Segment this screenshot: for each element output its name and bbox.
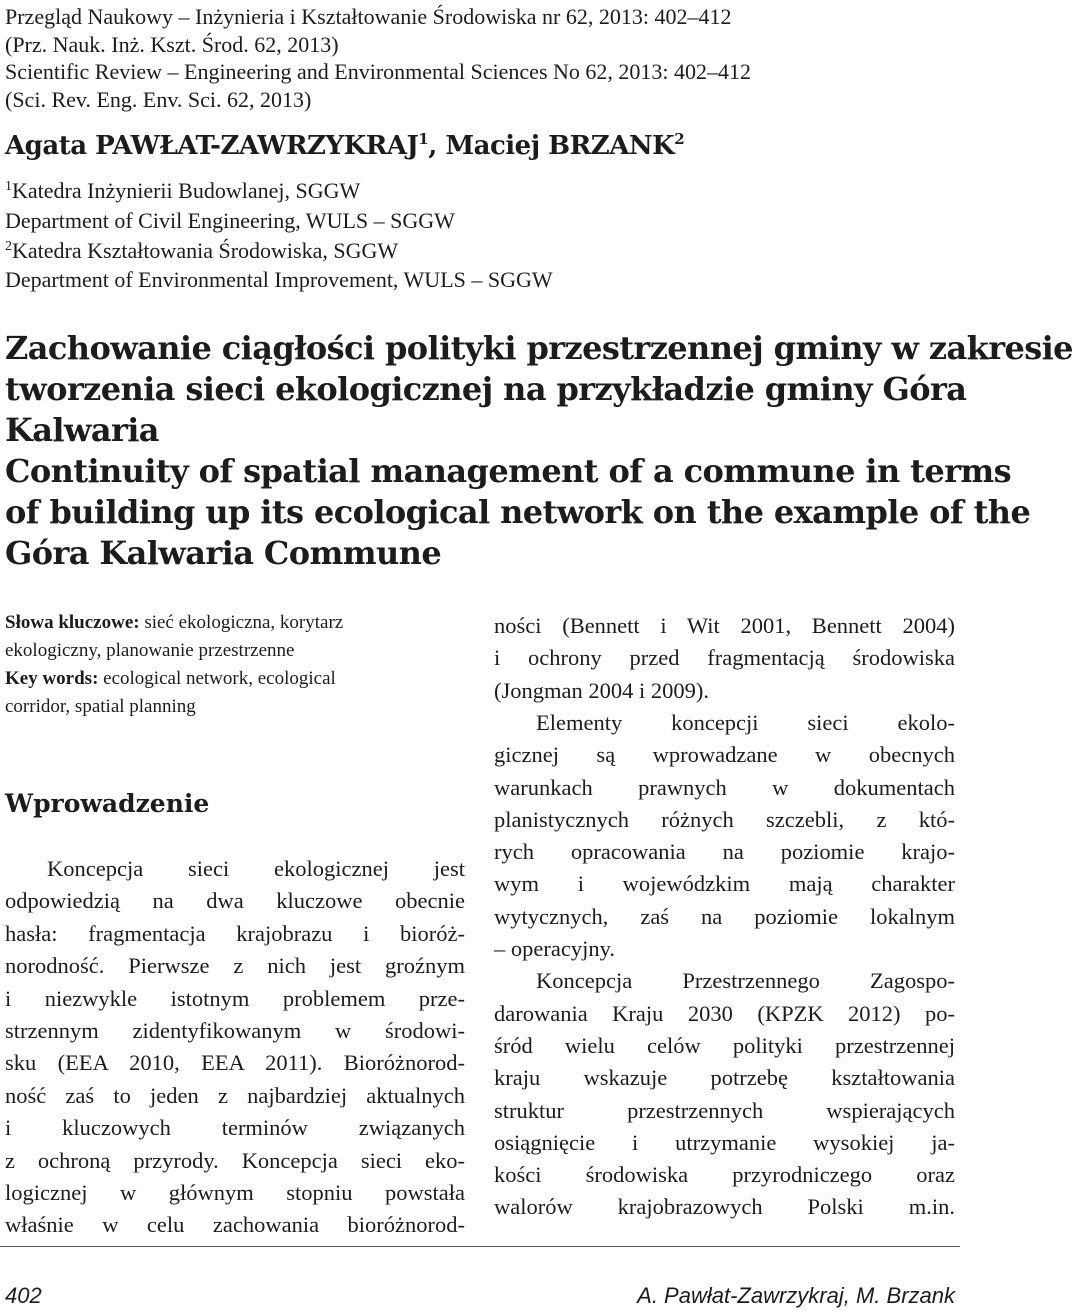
- body-text-line: sku (EEA 2010, EEA 2011). Bioróżnorod-: [5, 1050, 465, 1076]
- body-text-line: struktur przestrzennych wspierających: [494, 1097, 955, 1123]
- body-text-line: darowania Kraju 2030 (KPZK 2012) po-: [494, 1000, 955, 1026]
- page-number: 402: [5, 1283, 42, 1308]
- title-pl-line-3: Kalwaria: [5, 411, 159, 449]
- body-text-line: Elementy koncepcji sieci ekolo-: [536, 709, 955, 735]
- keywords-pl-continued: ekologiczny, planowanie przestrzenne: [5, 640, 295, 661]
- author-2: Maciej BRZANK: [445, 131, 675, 161]
- body-text-line: Koncepcja sieci ekologicznej jest: [47, 856, 465, 881]
- body-text-line: kości środowiska przyrodniczego oraz: [494, 1162, 955, 1188]
- body-text-line: i niezwykle istotnym problemem prze-: [5, 985, 465, 1011]
- affiliation-mark: 2: [5, 239, 12, 254]
- body-text-line: norodność. Pierwsze z nich jest groźnym: [5, 953, 465, 979]
- body-text-line: – operacyjny.: [494, 936, 615, 961]
- body-text-line: z ochroną przyrody. Koncepcja sieci eko-: [5, 1147, 465, 1173]
- author-1-affiliation-mark: 1: [418, 130, 429, 148]
- body-text-line: gicznej są wprowadzane w obecnych: [494, 742, 955, 768]
- body-text-line: logicznej w głównym stopniu powstała: [5, 1180, 465, 1205]
- body-text-line: hasła: fragmentacja krajobrazu i bioróż-: [5, 920, 465, 946]
- author-separator: ,: [428, 131, 446, 161]
- footer-rule: [0, 1246, 960, 1247]
- body-text-line: planistycznych różnych szczebli, z któ-: [494, 806, 955, 832]
- affiliation-text: Katedra Kształtowania Środowiska, SGGW: [12, 238, 399, 263]
- body-text-line: wytycznych, zaś na poziomie lokalnym: [494, 903, 955, 929]
- body-text-line: rych opracowania na poziomie krajo-: [494, 839, 955, 865]
- title-pl-line-2: tworzenia sieci ekologicznej na przykładzie gminy Góra: [5, 370, 967, 408]
- affiliation-1-pl: [5, 177, 360, 205]
- title-en-line-1: Continuity of spatial management of a commune in terms: [5, 452, 1012, 490]
- title-en-line-2: of building up its ecological network on the example of the: [5, 493, 1031, 531]
- body-text-line: osiągnięcie i utrzymanie wysokiej ja-: [494, 1129, 955, 1155]
- title-en-line-3: Góra Kalwaria Commune: [5, 534, 442, 572]
- keywords-en-values: ecological network, ecological: [98, 668, 336, 689]
- body-text-line: i kluczowych terminów związanych: [5, 1115, 465, 1141]
- author-2-affiliation-mark: 2: [674, 130, 685, 148]
- author-line: [5, 130, 684, 162]
- affiliation-text: Department of Environmental Improvement, WULS – SGGW: [5, 267, 553, 292]
- affiliation-mark: 1: [5, 179, 12, 194]
- body-text-line: walorów krajobrazowych Polski m.in.: [494, 1194, 955, 1220]
- affiliation-2-en: [5, 266, 553, 294]
- journal-citation-pl: Przegląd Naukowy – Inżynieria i Kształtowanie Środowiska nr 62, 2013: 402–412: [5, 4, 732, 29]
- keywords-en: [5, 665, 336, 693]
- body-text-line: śród wielu celów polityki przestrzennej: [494, 1032, 955, 1058]
- body-text-line: ność zaś to jeden z najbardziej aktualnych: [5, 1082, 465, 1108]
- body-text-line: Koncepcja Przestrzennego Zagospo-: [536, 968, 955, 994]
- body-text-line: odpowiedzią na dwa kluczowe obecnie: [5, 888, 465, 914]
- body-text-line: ności (Bennett i Wit 2001, Bennett 2004): [494, 613, 955, 638]
- title-pl-line-1: Zachowanie ciągłości polityki przestrzennej gminy w zakresie: [5, 329, 1073, 367]
- keywords-pl: [5, 609, 343, 637]
- section-heading: Wprowadzenie: [5, 789, 210, 818]
- affiliation-2-pl: [5, 237, 398, 265]
- author-1: Agata PAWŁAT-ZAWRZYKRAJ: [5, 131, 419, 161]
- affiliation-text: Department of Civil Engineering, WULS – SGGW: [5, 208, 455, 233]
- keywords-en-continued: corridor, spatial planning: [5, 696, 196, 717]
- body-text-line: wym i wojewódzkim mają charakter: [494, 871, 955, 897]
- body-text-line: strzennym zidentyfikowanym w środowi-: [5, 1018, 465, 1043]
- keywords-pl-values: sieć ekologiczna, korytarz: [139, 612, 344, 633]
- body-text-line: kraju wskazuje potrzebę kształtowania: [494, 1065, 955, 1091]
- body-text-line: (Jongman 2004 i 2009).: [494, 677, 709, 703]
- keywords-en-label: Key words:: [5, 668, 99, 689]
- affiliation-1-en: [5, 207, 455, 235]
- body-text-line: właśnie w celu zachowania bioróżnorod-: [5, 1212, 465, 1238]
- running-author: A. Pawłat-Zawrzykraj, M. Brzank: [637, 1283, 955, 1308]
- body-text-line: warunkach prawnych w dokumentach: [494, 774, 955, 800]
- journal-citation-en: Scientific Review – Engineering and Environmental Sciences No 62, 2013: 402–412: [5, 59, 752, 84]
- body-text-line: i ochrony przed fragmentacją środowiska: [494, 645, 955, 671]
- journal-citation-pl-abbrev: (Prz. Nauk. Inż. Kszt. Środ. 62, 2013): [5, 32, 339, 57]
- affiliation-text: Katedra Inżynierii Budowlanej, SGGW: [12, 178, 361, 203]
- keywords-pl-label: Słowa kluczowe:: [5, 612, 140, 633]
- journal-citation-en-abbrev: (Sci. Rev. Eng. Env. Sci. 62, 2013): [5, 87, 312, 112]
